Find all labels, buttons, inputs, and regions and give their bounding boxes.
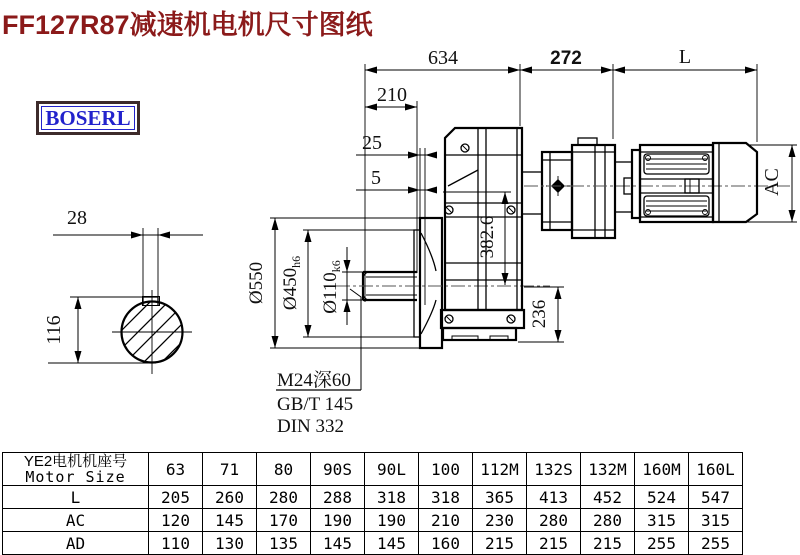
shaft-section-view	[43, 207, 214, 394]
cell-AD-6: 215	[473, 532, 527, 555]
note-thread: M24深60	[277, 370, 351, 391]
cell-AD-1: 130	[203, 532, 257, 555]
col-160M: 160M	[635, 453, 689, 486]
col-90S: 90S	[311, 453, 365, 486]
cell-L-1: 260	[203, 486, 257, 509]
dim-motor-od: AC	[761, 168, 783, 196]
col-160L: 160L	[689, 453, 743, 486]
cell-AD-5: 160	[419, 532, 473, 555]
cell-AC-7: 280	[527, 509, 581, 532]
col-90L: 90L	[365, 453, 419, 486]
cell-AD-10: 255	[689, 532, 743, 555]
cell-AC-1: 145	[203, 509, 257, 532]
table-row-L	[3, 486, 743, 509]
cell-AC-6: 230	[473, 509, 527, 532]
table-row-AC	[3, 509, 743, 532]
dim-center-height: 382.6	[477, 215, 498, 259]
note-gbt: GB/T 145	[277, 394, 354, 415]
cell-AD-8: 215	[581, 532, 635, 555]
cell-L-2: 280	[257, 486, 311, 509]
cell-AD-4: 145	[365, 532, 419, 555]
cell-AD-9: 255	[635, 532, 689, 555]
dim-210: 210	[377, 84, 407, 106]
col-132M: 132M	[581, 453, 635, 486]
cell-AC-9: 315	[635, 509, 689, 532]
motor-size-table	[2, 452, 743, 555]
dim-spigot: $Ø450_{h6}$	[280, 255, 303, 311]
cell-L-4: 318	[365, 486, 419, 509]
cell-AC-3: 190	[311, 509, 365, 532]
dim-key-width: 28	[67, 207, 87, 229]
cell-L-3: 288	[311, 486, 365, 509]
table-header-row	[3, 453, 743, 486]
cell-L-6: 365	[473, 486, 527, 509]
dim-shaft: $Ø110_{k6}$	[320, 260, 343, 314]
dim-5: 5	[371, 167, 381, 189]
col-80: 80	[257, 453, 311, 486]
dim-adapter-length: 272	[550, 48, 582, 69]
row-label-AC: AC	[3, 509, 149, 532]
cell-L-8: 452	[581, 486, 635, 509]
cell-AD-2: 135	[257, 532, 311, 555]
dim-total-length: 634	[428, 47, 458, 69]
cell-AD-7: 215	[527, 532, 581, 555]
cell-AC-10: 315	[689, 509, 743, 532]
cell-L-7: 413	[527, 486, 581, 509]
cell-AC-4: 190	[365, 509, 419, 532]
header-cn: YE2电机机座号	[23, 453, 128, 470]
dim-25: 25	[362, 132, 382, 154]
cell-AC-8: 280	[581, 509, 635, 532]
cell-AC-2: 170	[257, 509, 311, 532]
cell-L-0: 205	[149, 486, 203, 509]
row-label-AD: AD	[3, 532, 149, 555]
cell-AC-0: 120	[149, 509, 203, 532]
col-112M: 112M	[473, 453, 527, 486]
cell-L-10: 547	[689, 486, 743, 509]
cell-AD-0: 110	[149, 532, 203, 555]
col-71: 71	[203, 453, 257, 486]
note-din: DIN 332	[277, 416, 345, 437]
dim-base-height: 236	[529, 299, 550, 329]
header-en: Motor Size	[25, 468, 126, 486]
cell-L-9: 524	[635, 486, 689, 509]
table-row-AD	[3, 532, 743, 555]
dim-key-height: 116	[43, 315, 65, 345]
dim-motor-length: L	[678, 46, 692, 68]
cell-AC-5: 210	[419, 509, 473, 532]
col-132S: 132S	[527, 453, 581, 486]
row-label-L: L	[3, 486, 149, 509]
col-63: 63	[149, 453, 203, 486]
dim-flange-od: Ø550	[246, 261, 267, 305]
cell-L-5: 318	[419, 486, 473, 509]
motor	[624, 143, 757, 222]
cell-AD-3: 145	[311, 532, 365, 555]
page-title: FF127R87减速机电机尺寸图纸	[2, 10, 373, 40]
logo-text: BOSERL	[41, 106, 134, 130]
col-100: 100	[419, 453, 473, 486]
table-header-motor-size	[3, 453, 149, 486]
